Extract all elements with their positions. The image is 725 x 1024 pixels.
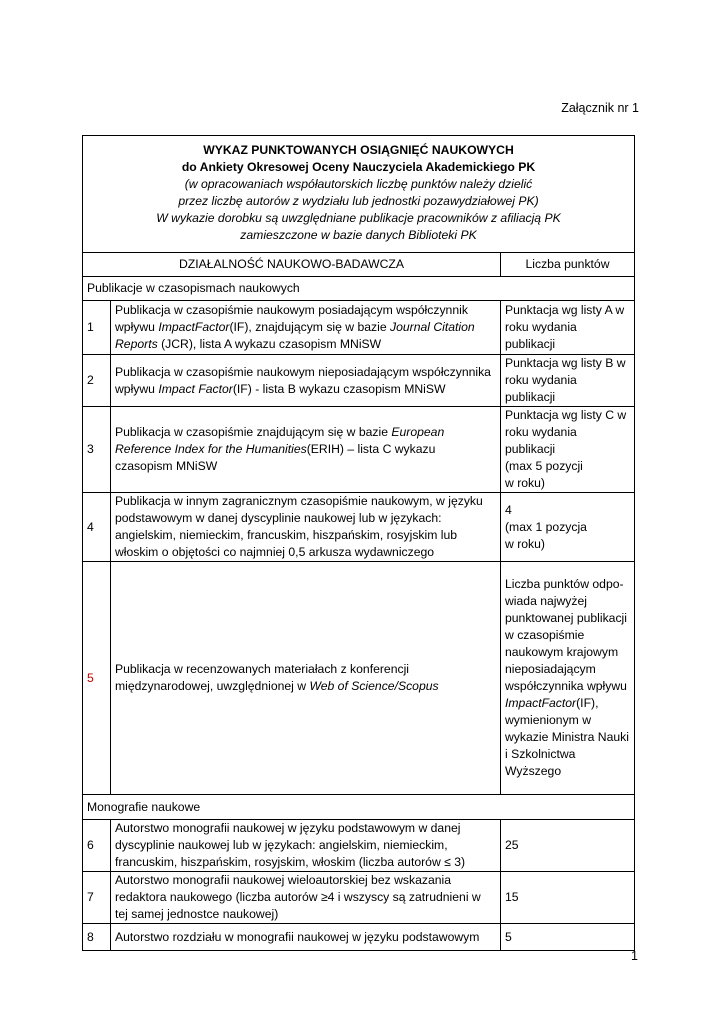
row-points: 5 <box>501 924 635 951</box>
row-description: Autorstwo monografii naukowej wieloautorskiej bez wskazania redaktora naukowego (liczba autorów ≥4 i wszyscy są zatrudnieni w tej samej jednostce naukowej) <box>111 872 501 924</box>
section-header-row <box>83 795 635 820</box>
section-title-journals: Publikacje w czasopismach naukowych <box>83 277 635 301</box>
section-title-monographs: Monografie naukowe <box>83 795 635 820</box>
row-points: Punktacja wg listy A w roku wydania publikacji <box>501 301 635 355</box>
page-number: 1 <box>631 949 638 963</box>
row-description: Publikacja w recenzowanych materiałach z konferencji międzynarodowej, uwzględnionej w Web of Science/Scopus <box>111 562 501 795</box>
header-note: przez liczbę autorów z wydziału lub jednostki pozawydziałowej PK) <box>178 194 539 208</box>
column-header-activity: DZIAŁALNOŚĆ NAUKOWO-BADAWCZA <box>83 253 501 277</box>
row-number: 7 <box>83 872 111 924</box>
column-header-row <box>83 253 635 277</box>
doc-title: WYKAZ PUNKTOWANYCH OSIĄGNIĘĆ NAUKOWYCH <box>203 143 514 157</box>
column-header-points: Liczba punktów <box>501 253 635 277</box>
table-row <box>83 493 635 562</box>
row-description: Publikacja w czasopiśmie znajdującym się w bazie European Reference Index for the Humanities(ERIH) – lista C wykazu czasopism MNiSW <box>111 407 501 493</box>
table-row <box>83 820 635 872</box>
row-number: 5 <box>83 562 111 795</box>
row-number: 1 <box>83 301 111 355</box>
row-points: 25 <box>501 820 635 872</box>
header-note: zamieszczone w bazie danych Biblioteki PK <box>240 228 477 242</box>
row-description: Publikacja w czasopiśmie naukowym posiadającym współczynnik wpływu ImpactFactor(IF), znajdującym się w bazie Journal Citation Reports (JCR), lista A wykazu czasopism MNiSW <box>111 301 501 355</box>
row-description: Autorstwo rozdziału w monografii naukowej w języku podstawowym <box>111 924 501 951</box>
annex-label: Załącznik nr 1 <box>561 101 639 115</box>
section-header-row <box>83 277 635 301</box>
header-note: (w opracowaniach współautorskich liczbę punktów należy dzielić <box>184 177 533 191</box>
doc-subtitle: do Ankiety Okresowej Oceny Nauczyciela Akademickiego PK <box>181 160 536 174</box>
row-points: Punktacja wg listy B w roku wydania publikacji <box>501 355 635 407</box>
table-row <box>83 355 635 407</box>
row-description: Autorstwo monografii naukowej w języku podstawowym w danej dyscyplinie naukowej lub w językach: angielskim, niemieckim, francuskim, hiszpańskim, rosyjskim, włoskim (liczba autorów ≤ 3) <box>111 820 501 872</box>
table-row <box>83 407 635 493</box>
row-number: 3 <box>83 407 111 493</box>
table-row <box>83 301 635 355</box>
table-row <box>83 562 635 795</box>
row-number: 6 <box>83 820 111 872</box>
row-number: 4 <box>83 493 111 562</box>
achievements-table <box>82 135 635 951</box>
row-points: Punktacja wg listy C w roku wydania publikacji (max 5 pozycji w roku) <box>501 407 635 493</box>
row-description: Publikacja w innym zagranicznym czasopiśmie naukowym, w języku podstawowym w danej dyscyplinie naukowej lub w językach: angielskim, niemieckim, francuskim, hiszpańskim, rosyjskim lub włoskim o objętości co najmniej 0,5 arkusza wydawniczego <box>111 493 501 562</box>
row-points: 4 (max 1 pozycja w roku) <box>501 493 635 562</box>
table-row <box>83 872 635 924</box>
row-number: 2 <box>83 355 111 407</box>
header-note: W wykazie dorobku są uwzględniane publikacje pracowników z afiliacją PK <box>156 211 561 225</box>
table-row <box>83 924 635 951</box>
table-header-block <box>83 136 635 253</box>
row-number: 8 <box>83 924 111 951</box>
row-points: Liczba punktów odpo-wiada najwyżej punktowanej publikacji w czasopiśmie naukowym krajowym nieposiadającym współczynnika wpływu ImpactFactor(IF), wymienionym w wykazie Ministra Nauki i Szkolnictwa Wyższego <box>501 562 635 795</box>
row-description: Publikacja w czasopiśmie naukowym nieposiadającym współczynnika wpływu Impact Factor(IF) - lista B wykazu czasopism MNiSW <box>111 355 501 407</box>
row-points: 15 <box>501 872 635 924</box>
